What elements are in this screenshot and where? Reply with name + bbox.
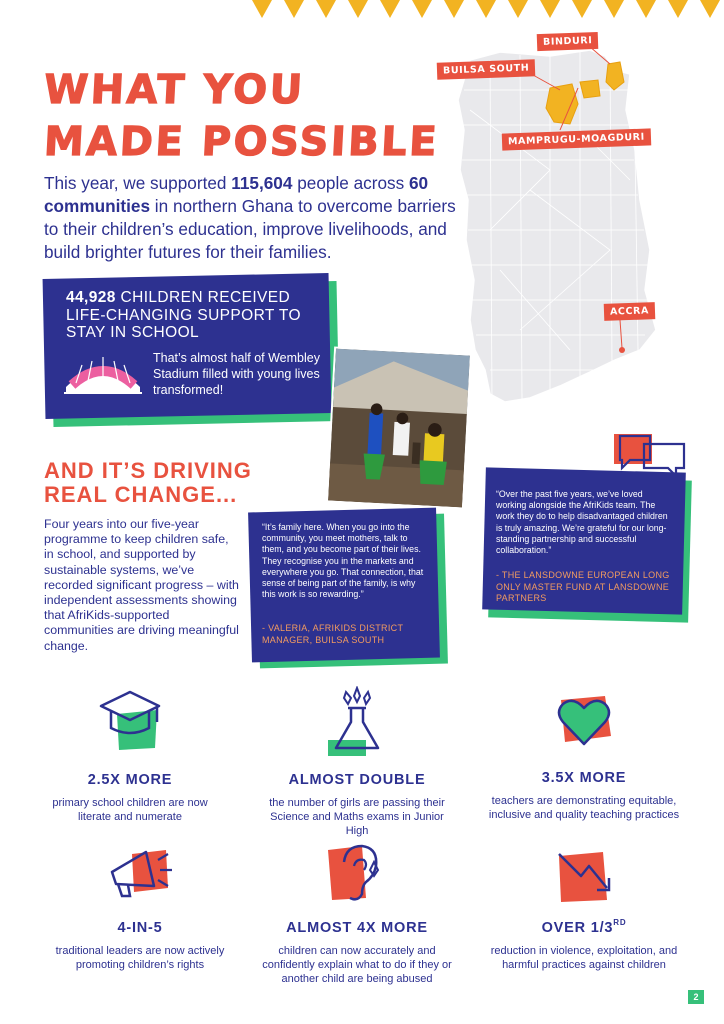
- heart-icon: [551, 686, 617, 752]
- driving-heading-line-1: AND IT’S DRIVING: [44, 458, 252, 483]
- stat-girls-science: [262, 686, 452, 838]
- intro-people-count: 115,604: [231, 173, 293, 193]
- page-number: 2: [688, 990, 704, 1004]
- children-heading-text: CHILDREN RECEIVED LIFE-CHANGING SUPPORT TO STAY IN SCHOOL: [66, 289, 301, 341]
- title-line-1: WHAT YOU: [42, 67, 306, 113]
- children-subtext: That’s almost half of Wembley Stadium filled with young lives transformed!: [153, 351, 320, 397]
- stat-violence-reduction-body: reduction in violence, exploitation, and harmful practices against children: [490, 945, 678, 971]
- stat-abuse-awareness-body: children can now accurately and confidently explain what to do if they or another child are being abused: [262, 945, 452, 985]
- intro-post: in northern Ghana to overcome barriers to their children’s education, improve livelihoods, and build brighter futures for their families.: [44, 196, 456, 262]
- title-line-2: MADE POSSIBLE: [42, 119, 441, 165]
- stat-literacy-body: primary school children are now literate and numerate: [52, 797, 208, 823]
- quote-lansdowne-text: “Over the past five years, we’ve loved working alongside the AfriKids team. The work they do to help disadvantaged children is truly amazing. We’re grateful for our long-standing partnership and successful collaboration.”: [496, 489, 668, 556]
- intro-communities-word: communities: [44, 196, 151, 216]
- stat-leaders-head: 4-IN-5: [117, 920, 163, 936]
- map-label-accra: ACCRA: [604, 302, 656, 321]
- stat-violence-reduction-head-text: OVER 1/3: [541, 920, 614, 936]
- speech-bubbles-icon: [608, 430, 690, 482]
- page-title: [44, 64, 439, 168]
- ear-icon: [322, 840, 392, 906]
- map-label-binduri: BINDURI: [537, 32, 599, 51]
- megaphone-icon: [104, 846, 176, 902]
- driving-change-heading: [44, 459, 252, 507]
- driving-heading-line-2: REAL CHANGE...: [44, 482, 238, 507]
- bunting-decoration: [238, 0, 724, 22]
- community-photo: [326, 346, 472, 509]
- intro-mid: people across: [292, 173, 409, 193]
- stat-leaders: [40, 846, 240, 972]
- intro-communities-count: 60: [409, 173, 429, 193]
- stat-literacy: [40, 686, 220, 824]
- stat-leaders-body: traditional leaders are now actively promoting children’s rights: [55, 945, 225, 971]
- driving-change-body: Four years into our five-year programme to keep children safe, in school, and supported by sustainable systems, we’ve recorded significant progress – with independent assessments showing that AfriKids-supported communities are driving meaningful change.: [44, 517, 239, 653]
- children-number: 44,928: [66, 289, 116, 306]
- stat-violence-reduction-head: [484, 920, 684, 936]
- stat-girls-science-body: the number of girls are passing their Science and Maths exams in Junior High: [269, 797, 445, 837]
- map-label-mamprugu-moagduri: MAMPRUGU-MOAGDURI: [502, 128, 651, 150]
- stat-girls-science-head: ALMOST DOUBLE: [288, 772, 426, 788]
- flask-icon: [324, 686, 390, 756]
- quote-lansdowne-attribution: - THE LANSDOWNE EUROPEAN LONG ONLY MASTER FUND AT LANSDOWNE PARTNERS: [496, 570, 670, 603]
- intro-pre: This year, we supported: [44, 173, 232, 193]
- trend-down-icon: [551, 846, 617, 904]
- quote-valeria-attribution: - VALERIA, AFRIKIDS DISTRICT MANAGER, BUILSA SOUTH: [262, 623, 404, 645]
- graduation-cap-icon: [97, 686, 163, 752]
- stat-abuse-awareness: [262, 840, 452, 986]
- stat-violence-reduction-head-sup: RD: [613, 918, 627, 927]
- intro-paragraph: [44, 172, 474, 264]
- quote-valeria-text: “It’s family here. When you go into the community, you meet mothers, talk to them, and you become part of their lives. They recognise you in the markets and everywhere you go. That connection, that sense of being part of the family, is why this work is so rewarding.”: [262, 522, 424, 600]
- stat-teachers-head: 3.5X MORE: [541, 770, 627, 786]
- stat-teachers-body: teachers are demonstrating equitable, inclusive and quality teaching practices: [488, 795, 680, 821]
- children-heading: [66, 289, 316, 342]
- stat-literacy-head: 2.5X MORE: [87, 772, 173, 788]
- map-label-builsa-south: BUILSA SOUTH: [437, 59, 536, 79]
- stat-violence-reduction: [484, 846, 684, 972]
- stadium-icon: [58, 345, 148, 397]
- stat-teachers: [484, 686, 684, 822]
- stat-abuse-awareness-head: ALMOST 4X MORE: [286, 920, 428, 936]
